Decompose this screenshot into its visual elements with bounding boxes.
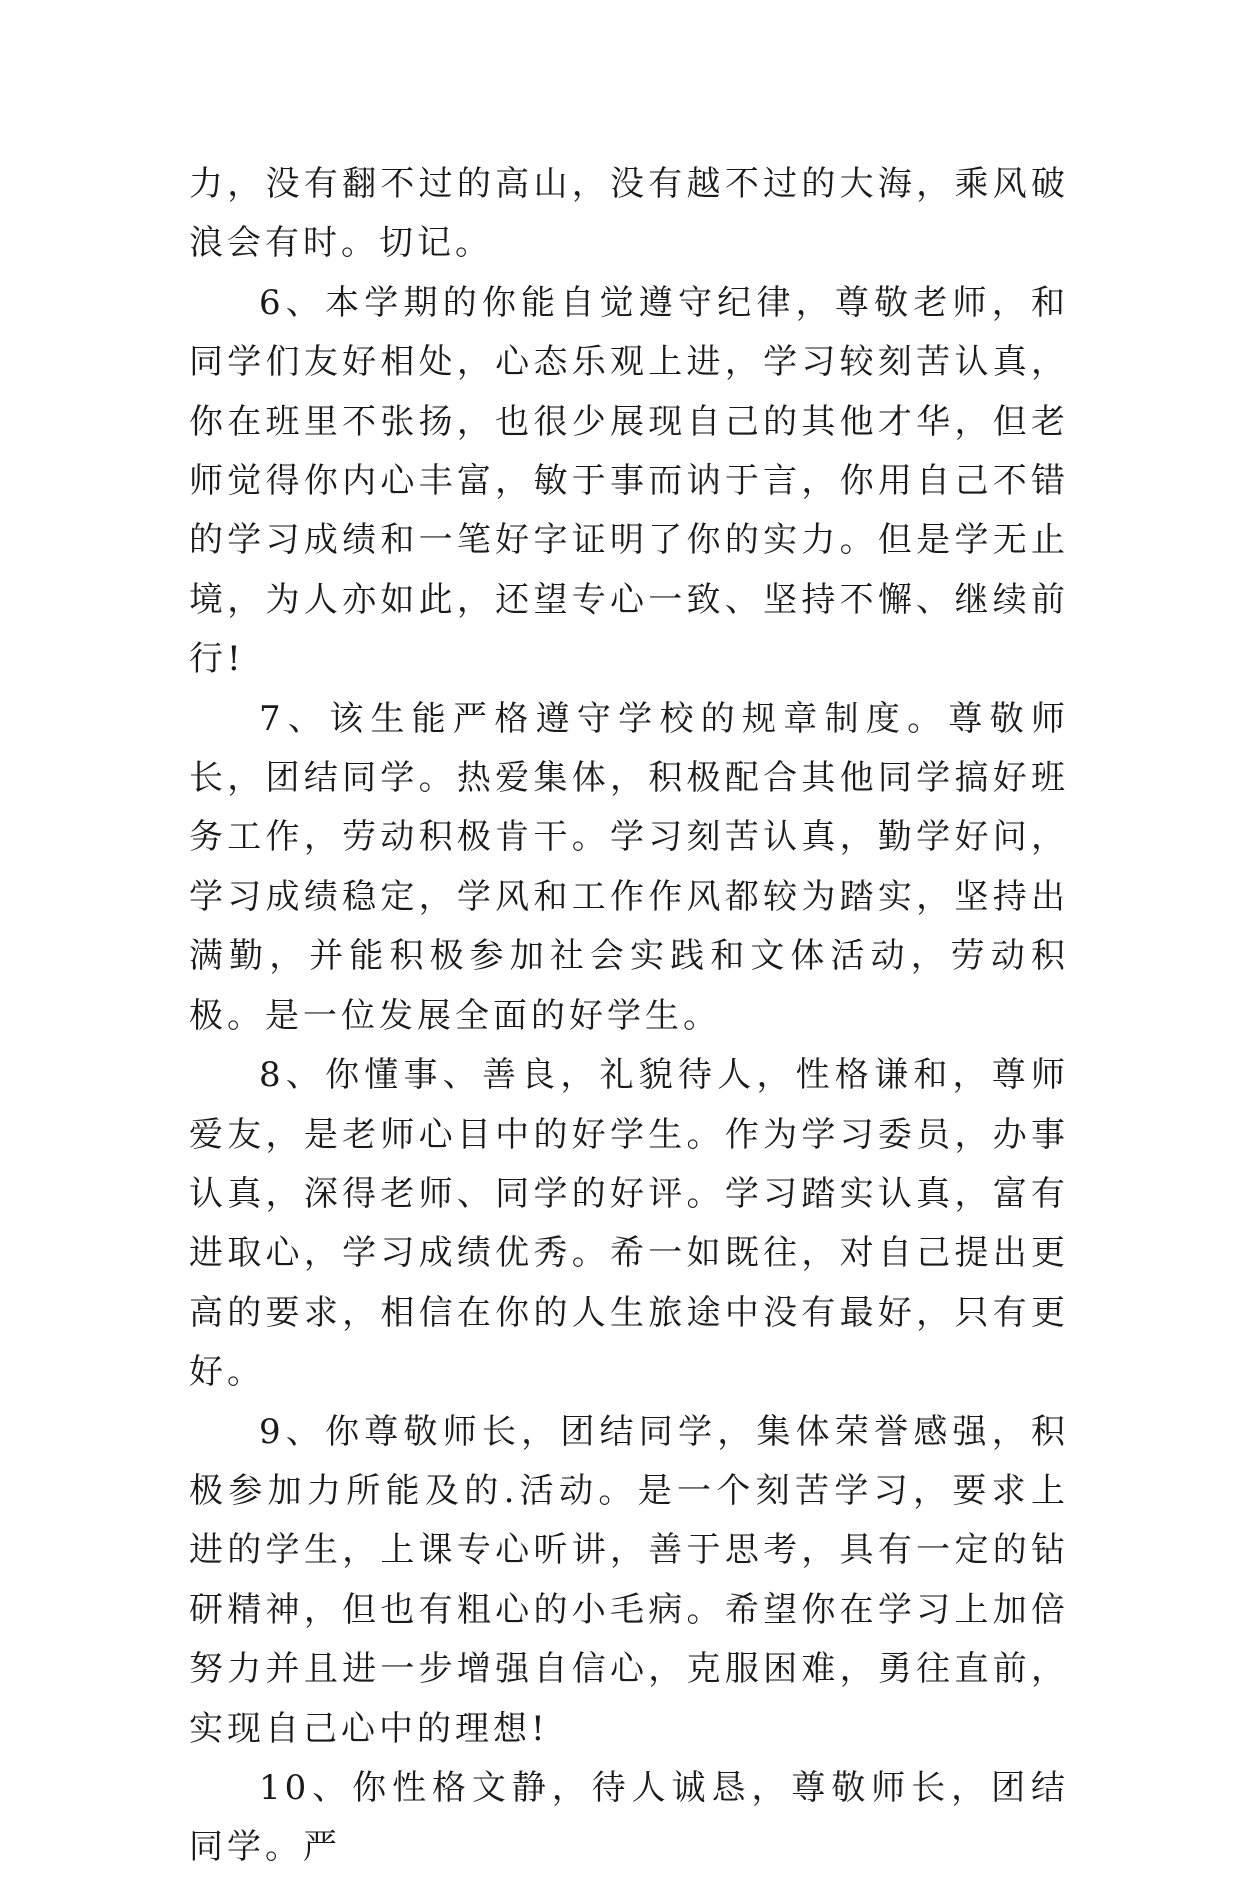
document-body — [189, 155, 1069, 1878]
paragraph-item-9: 9、你尊敬师长，团结同学，集体荣誉感强，积极参加力所能及的.活动。是一个刻苦学习，要求上进的学生，上课专心听讲，善于思考，具有一定的钻研精神，但也有粗心的小毛病。希望你在学习上加倍努力并且进一步增强自信心，克服困难，勇往直前，实现自己心中的理想! — [189, 1411, 1069, 1749]
paragraph-continuation: 力，没有翻不过的高山，没有越不过的大海，乘风破浪会有时。切记。 — [189, 164, 1069, 264]
paragraph-item-7: 7、该生能严格遵守学校的规章制度。尊敬师长，团结同学。热爱集体，积极配合其他同学搞好班务工作，劳动积极肯干。学习刻苦认真，勤学好问，学习成绩稳定，学风和工作作风都较为踏实，坚持出满勤，并能积极参加社会实践和文体活动，劳动积极。是一位发展全面的好学生。 — [189, 698, 1069, 1036]
paragraph-item-8: 8、你懂事、善良，礼貌待人，性格谦和，尊师爱友，是老师心目中的好学生。作为学习委员，办事认真，深得老师、同学的好评。学习踏实认真，富有进取心，学习成绩优秀。希一如既往，对自己提出更高的要求，相信在你的人生旅途中没有最好，只有更好。 — [189, 1055, 1069, 1393]
paragraph-item-10: 10、你性格文静，待人诚恳，尊敬师长，团结同学。严 — [189, 1767, 1069, 1868]
paragraph-item-6: 6、本学期的你能自觉遵守纪律，尊敬老师，和同学们友好相处，心态乐观上进，学习较刻苦认真，你在班里不张扬，也很少展现自己的其他才华，但老师觉得你内心丰富，敏于事而讷于言，你用自己不错的学习成绩和一笔好字证明了你的实力。但是学无止境，为人亦如此，还望专心一致、坚持不懈、继续前行! — [189, 282, 1069, 680]
